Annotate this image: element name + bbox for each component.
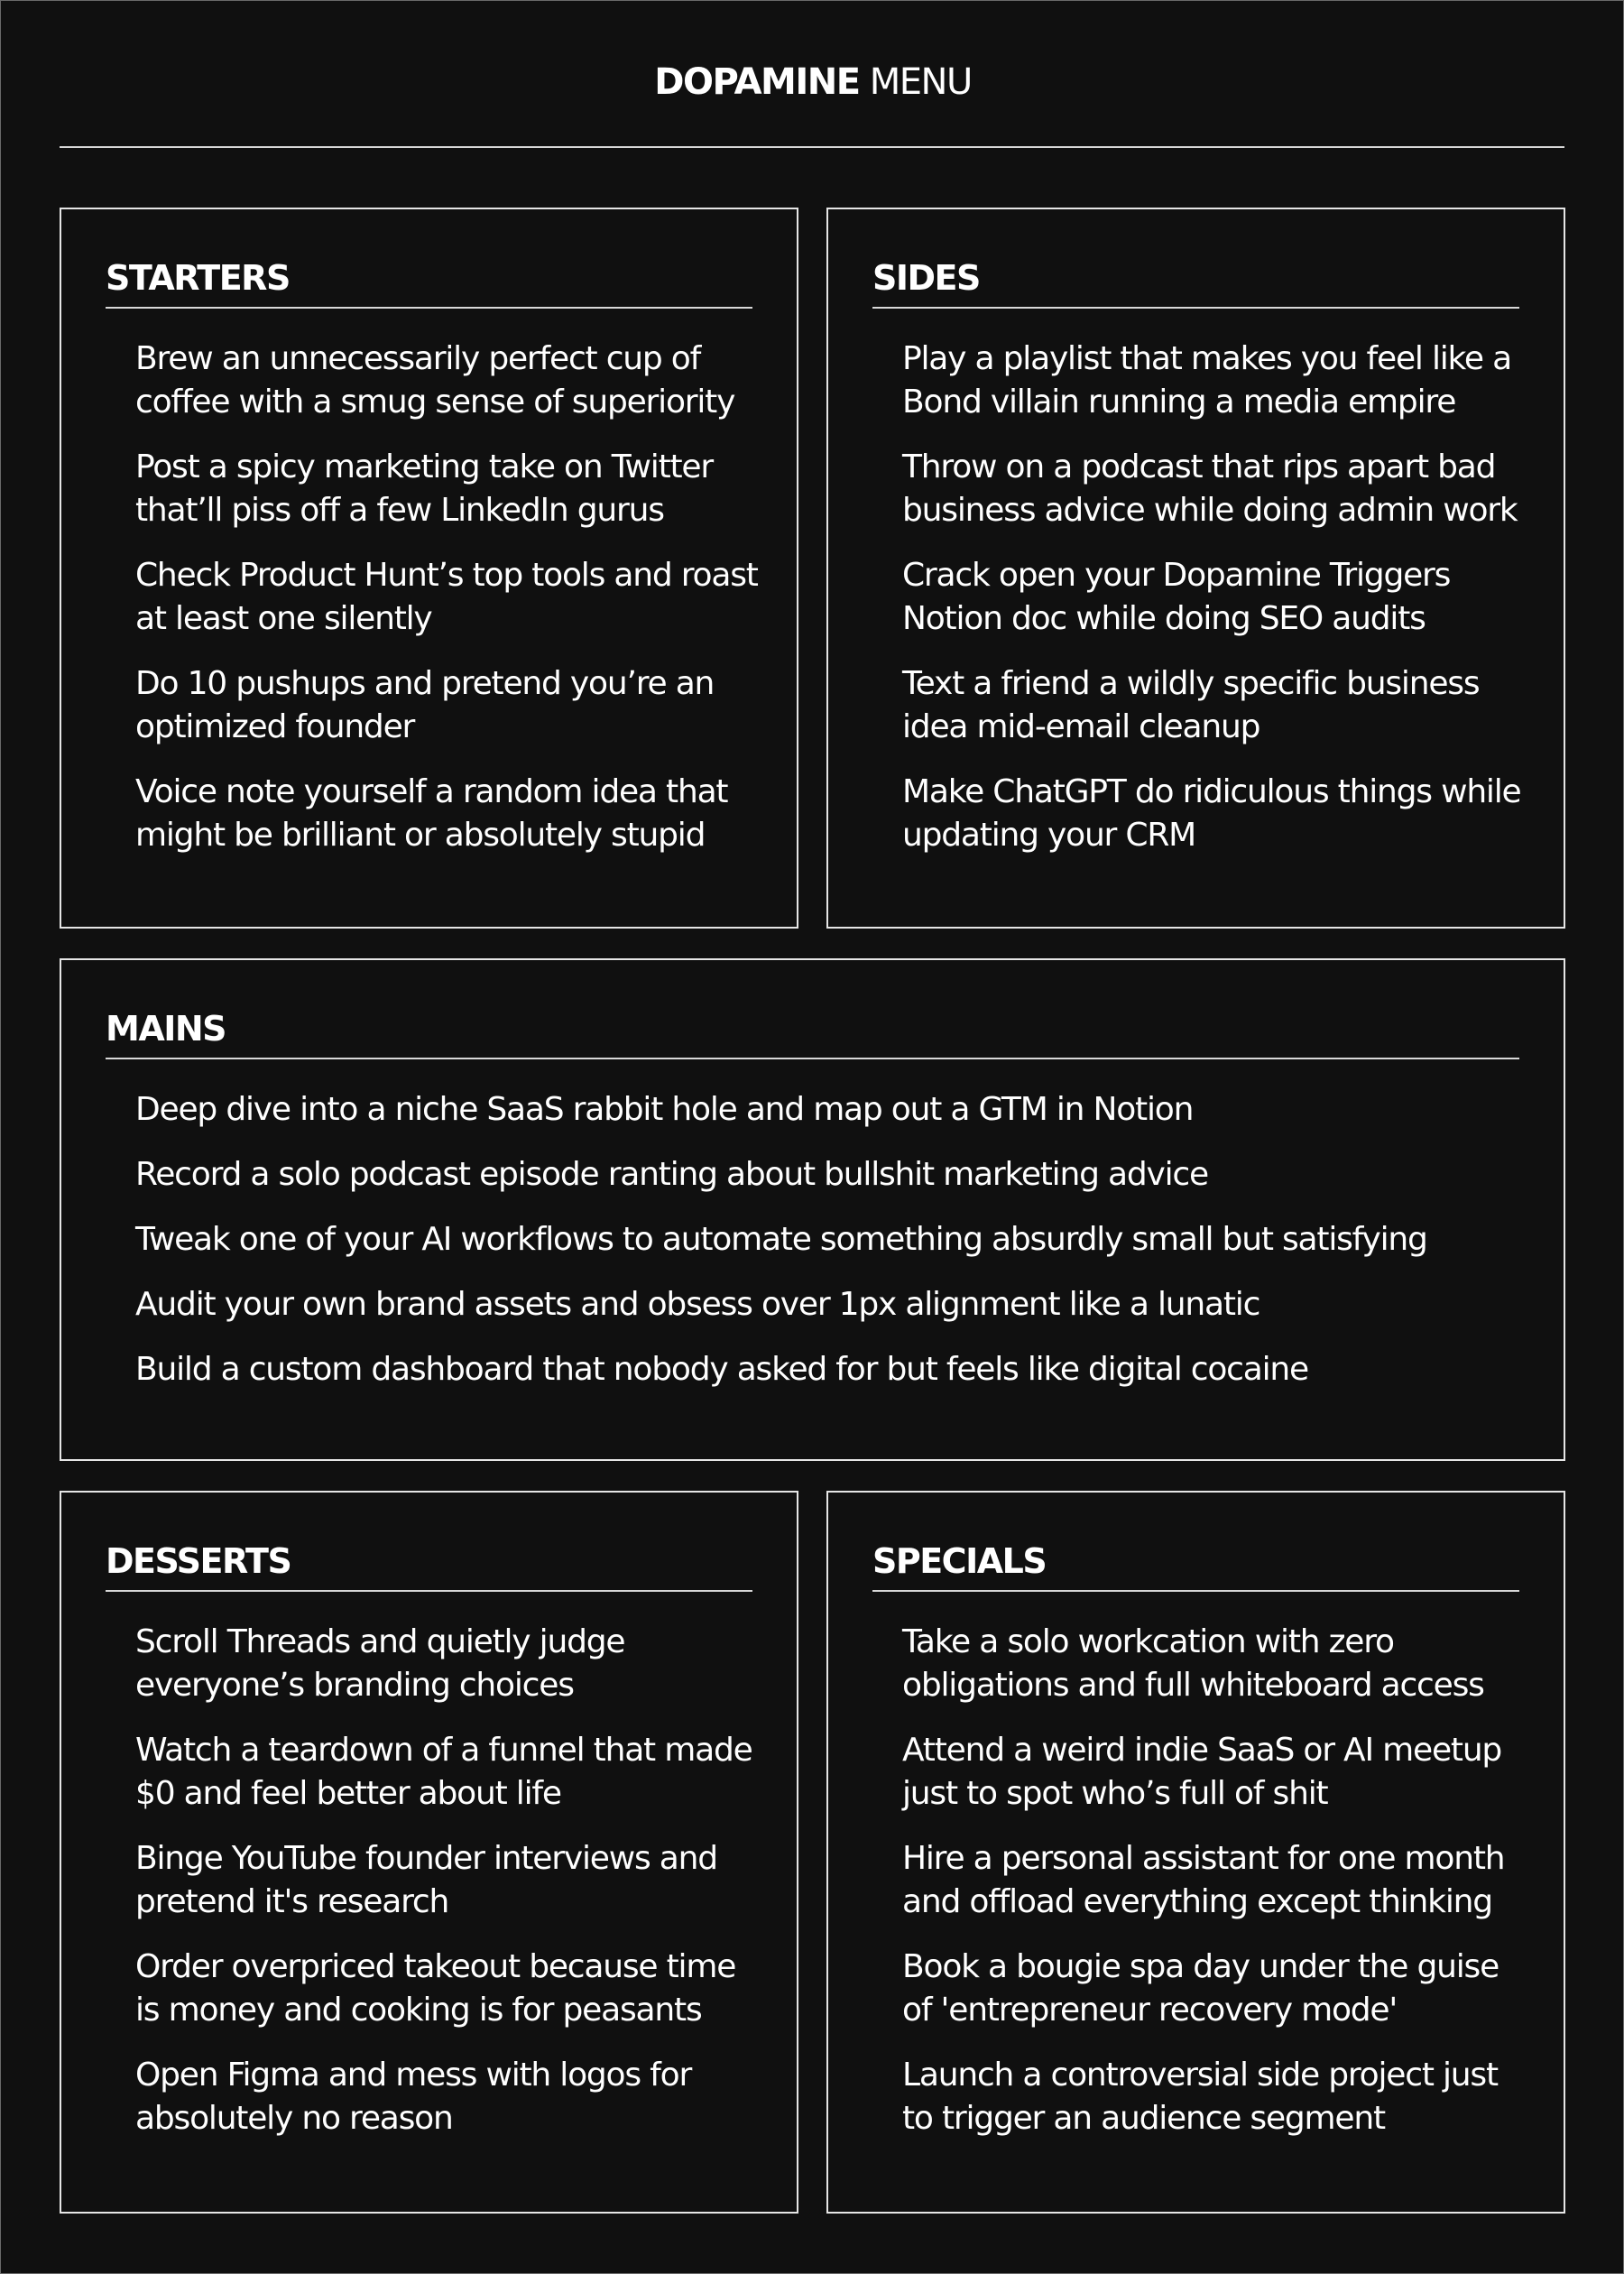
- menu-item: Deep dive into a niche SaaS rabbit hole and map out a GTM in Notion: [135, 1091, 1194, 1128]
- menu-item: Do 10 pushups and pretend you’re an optimized founder: [135, 665, 715, 745]
- menu-item: Play a playlist that makes you feel like a Bond villain running a media empire: [902, 340, 1511, 421]
- sides-header: [872, 253, 1519, 309]
- menu-item: Attend a weird indie SaaS or AI meetup just to spot who’s full of shit: [902, 1732, 1502, 1812]
- section-title: DESSERTS: [106, 1541, 291, 1581]
- section-title: MAINS: [106, 1009, 226, 1049]
- menu-item: Record a solo podcast episode ranting about bullshit marketing advice: [135, 1156, 1208, 1193]
- menu-item: Brew an unnecessarily perfect cup of coffee with a smug sense of superiority: [135, 340, 735, 421]
- starters-header: [106, 253, 752, 309]
- section-title: SIDES: [872, 258, 980, 298]
- menu-item: Book a bougie spa day under the guise of 'entrepreneur recovery mode': [902, 1948, 1499, 2029]
- mains-header: [106, 1003, 1519, 1059]
- menu-item: Tweak one of your AI workflows to automate something absurdly small but satisfying: [135, 1221, 1427, 1258]
- menu-item: Check Product Hunt’s top tools and roast at least one silently: [135, 557, 758, 637]
- menu-item: Take a solo workcation with zero obligations and full whiteboard access: [902, 1623, 1484, 1704]
- menu-item: Audit your own brand assets and obsess over 1px alignment like a lunatic: [135, 1286, 1260, 1323]
- starters-section: [60, 208, 798, 929]
- menu-item: Post a spicy marketing take on Twitter that’ll piss off a few LinkedIn gurus: [135, 448, 713, 529]
- menu-title: [1, 55, 1624, 109]
- mains-section: [60, 958, 1565, 1461]
- menu-item: Order overpriced takeout because time is money and cooking is for peasants: [135, 1948, 736, 2029]
- section-title: SPECIALS: [872, 1541, 1047, 1581]
- menu-item: Scroll Threads and quietly judge everyone’s branding choices: [135, 1623, 625, 1704]
- mains-list: [135, 1088, 1527, 1413]
- desserts-header: [106, 1536, 752, 1592]
- menu-item: Make ChatGPT do ridiculous things while updating your CRM: [902, 773, 1521, 854]
- desserts-list: [135, 1621, 761, 2162]
- specials-header: [872, 1536, 1519, 1592]
- starters-list: [135, 337, 761, 879]
- menu-item: Text a friend a wildly specific business idea mid-email cleanup: [902, 665, 1480, 745]
- menu-item: Open Figma and mess with logos for absolutely no reason: [135, 2057, 692, 2137]
- menu-item: Throw on a podcast that rips apart bad business advice while doing admin work: [902, 448, 1518, 529]
- menu-item: Voice note yourself a random idea that might be brilliant or absolutely stupid: [135, 773, 728, 854]
- menu-item: Hire a personal assistant for one month and offload everything except thinking: [902, 1840, 1505, 1920]
- menu-title-light: MENU: [869, 61, 972, 103]
- menu-item: Binge YouTube founder interviews and pretend it's research: [135, 1840, 717, 1920]
- menu-item: Watch a teardown of a funnel that made $0 and feel better about life: [135, 1732, 752, 1812]
- specials-section: [826, 1491, 1565, 2214]
- desserts-section: [60, 1491, 798, 2214]
- title-divider: [60, 146, 1564, 148]
- menu-item: Launch a controversial side project just to trigger an audience segment: [902, 2057, 1498, 2137]
- menu-title-bold: DOPAMINE: [654, 61, 860, 103]
- sides-section: [826, 208, 1565, 929]
- specials-list: [902, 1621, 1527, 2162]
- sides-list: [902, 337, 1527, 879]
- menu-item: Build a custom dashboard that nobody asked for but feels like digital cocaine: [135, 1351, 1308, 1388]
- menu-item: Crack open your Dopamine Triggers Notion doc while doing SEO audits: [902, 557, 1451, 637]
- section-title: STARTERS: [106, 258, 290, 298]
